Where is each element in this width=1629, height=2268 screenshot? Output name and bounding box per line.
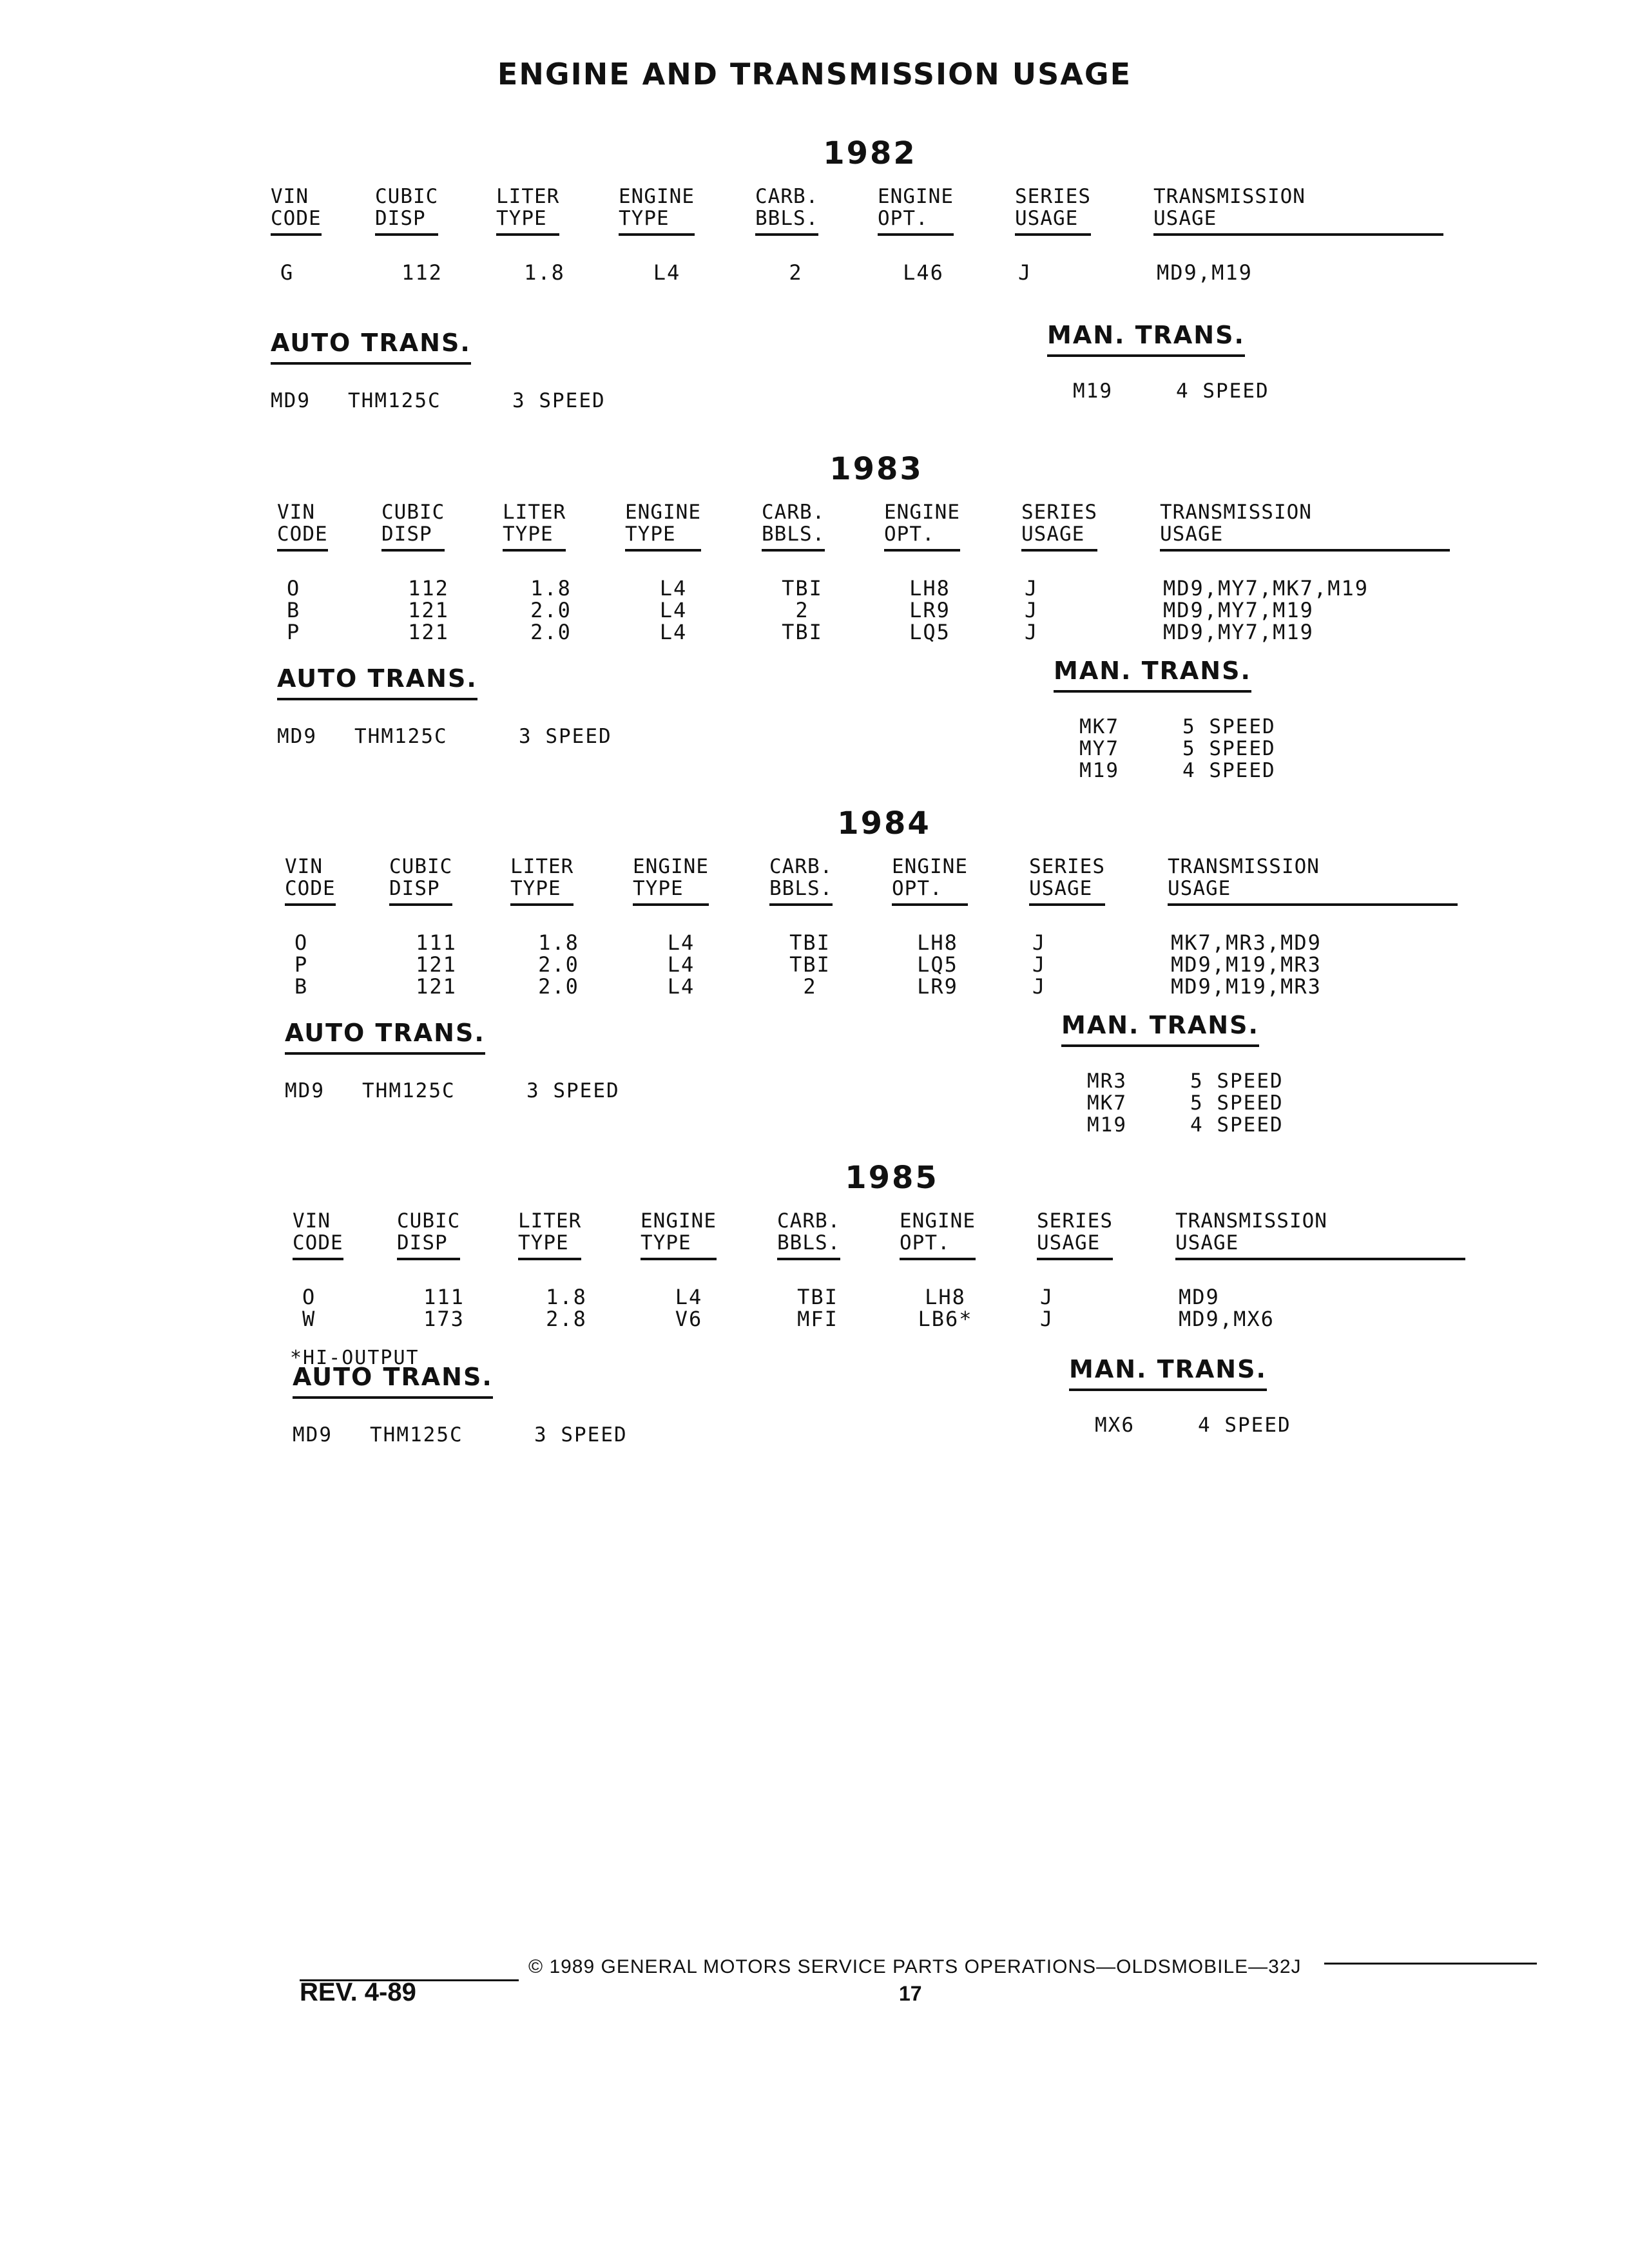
header-cubic-disp	[397, 1210, 460, 1260]
header-line: TRANSMISSION	[1175, 1209, 1327, 1233]
header-line: CUBIC	[375, 185, 439, 208]
header-series-usage	[1029, 856, 1105, 906]
header-line: CARB.	[755, 185, 819, 208]
man-trans-heading: MAN. TRANS.	[1069, 1355, 1267, 1391]
engine-type-cell: V6	[675, 1307, 703, 1331]
cubic-disp-column	[409, 1286, 479, 1330]
auto-trans-code: MD9	[293, 1423, 333, 1447]
man-trans-code: MY7	[1079, 736, 1119, 760]
cubic-disp-cell: 173	[423, 1307, 465, 1331]
engine-opt-cell: LR9	[917, 974, 958, 999]
man-trans-code: M19	[1087, 1113, 1127, 1137]
carb-bbls-cell: MFI	[797, 1307, 838, 1331]
header-cubic-disp	[389, 856, 452, 906]
header-liter-type	[518, 1210, 581, 1260]
engine-opt-column	[888, 262, 959, 284]
vin-code-cell: O	[287, 576, 301, 601]
header-line: OPT.	[878, 207, 929, 230]
header-line: ENGINE	[884, 501, 960, 524]
engine-type-column	[652, 932, 710, 997]
header-line: BBLS.	[755, 207, 819, 230]
series-usage-cell: J	[1025, 598, 1039, 622]
man-trans-speed: 4 SPEED	[1176, 380, 1269, 403]
series-usage-cell: J	[1032, 930, 1046, 955]
series-usage-cell: J	[1040, 1285, 1054, 1309]
engine-type-column	[660, 1286, 718, 1330]
vin-code-cell: B	[294, 974, 309, 999]
vin-code-column	[302, 1286, 341, 1330]
header-carb-bbls	[777, 1210, 840, 1260]
engine-type-cell: L4	[659, 598, 688, 622]
auto-trans-model: THM125C	[362, 1079, 456, 1102]
header-line: USAGE	[1037, 1231, 1101, 1254]
header-line: CUBIC	[381, 501, 445, 524]
transmission-usage-cell: MD9,MY7,MK7,M19	[1163, 576, 1369, 601]
engine-type-cell: L4	[653, 260, 681, 285]
engine-opt-cell: LR9	[909, 598, 950, 622]
auto-trans-model: THM125C	[348, 389, 441, 412]
engine-type-cell: L4	[667, 930, 695, 955]
carb-bbls-cell: 2	[795, 598, 809, 622]
header-line: CUBIC	[389, 855, 453, 878]
engine-opt-cell: LB6*	[918, 1307, 973, 1331]
year-heading: 1984	[837, 805, 931, 841]
series-usage-cell: J	[1032, 974, 1046, 999]
transmission-usage-cell: MK7,MR3,MD9	[1171, 930, 1322, 955]
cubic-disp-cell: 121	[416, 952, 457, 977]
header-vin-code	[277, 501, 328, 552]
header-line: USAGE	[1021, 523, 1085, 546]
cubic-disp-cell: 111	[423, 1285, 465, 1309]
liter-type-column	[523, 932, 594, 997]
revision-label: REV. 4-89	[300, 1978, 416, 2006]
header-line: ENGINE	[878, 185, 954, 208]
header-line: CODE	[277, 523, 328, 546]
engine-opt-cell: LH8	[917, 930, 958, 955]
header-carb-bbls	[769, 856, 833, 906]
man-trans-row	[1079, 738, 1337, 760]
liter-type-cell: 2.0	[538, 974, 579, 999]
header-line: OPT.	[900, 1231, 950, 1254]
header-vin-code	[271, 186, 322, 236]
transmission-usage-cell: MD9	[1179, 1285, 1220, 1309]
header-line: ENGINE	[619, 185, 695, 208]
auto-trans-speed: 3 SPEED	[534, 1423, 628, 1447]
header-line: ENGINE	[633, 855, 709, 878]
auto-trans-speed: 3 SPEED	[519, 724, 612, 748]
carb-bbls-column	[782, 1286, 853, 1330]
liter-type-cell: 1.8	[546, 1285, 587, 1309]
liter-type-column	[516, 577, 586, 643]
header-liter-type	[510, 856, 574, 906]
man-trans-code: MK7	[1087, 1091, 1127, 1115]
cubic-disp-column	[401, 932, 472, 997]
transmission-usage-cell: MD9,MX6	[1179, 1307, 1275, 1331]
man-trans-row	[1087, 1114, 1345, 1136]
series-usage-cell: J	[1025, 576, 1039, 601]
cubic-disp-cell: 111	[416, 930, 457, 955]
man-trans-row	[1087, 1070, 1345, 1092]
header-line: TRANSMISSION	[1168, 855, 1320, 878]
header-line: SERIES	[1037, 1209, 1113, 1233]
header-series-usage	[1015, 186, 1091, 236]
header-engine-opt	[884, 501, 960, 552]
header-transmission-usage	[1168, 856, 1458, 906]
transmission-usage-column	[1163, 577, 1447, 643]
cubic-disp-column	[387, 262, 458, 284]
engine-type-cell: L4	[675, 1285, 703, 1309]
man-trans-row	[1073, 380, 1331, 402]
header-line: SERIES	[1029, 855, 1105, 878]
header-line: TRANSMISSION	[1160, 501, 1312, 524]
man-trans-heading: MAN. TRANS.	[1047, 321, 1245, 357]
header-line: LITER	[503, 501, 566, 524]
header-liter-type	[503, 501, 566, 552]
auto-trans-speed: 3 SPEED	[526, 1079, 620, 1102]
header-line: VIN	[293, 1209, 331, 1233]
engine-opt-cell: LH8	[909, 576, 950, 601]
auto-trans-model: THM125C	[354, 724, 448, 748]
transmission-usage-cell: MD9,M19,MR3	[1171, 952, 1322, 977]
man-trans-list	[1073, 380, 1331, 402]
vin-code-column	[294, 932, 333, 997]
man-trans-list	[1079, 716, 1337, 782]
header-line: DISP	[381, 523, 432, 546]
man-trans-speed: 5 SPEED	[1182, 736, 1276, 760]
liter-type-cell: 2.0	[538, 952, 579, 977]
year-section-1982	[0, 135, 1629, 470]
header-line: TYPE	[619, 207, 670, 230]
transmission-usage-cell: MD9,MY7,M19	[1163, 598, 1314, 622]
cubic-disp-cell: 121	[408, 598, 449, 622]
liter-type-cell: 1.8	[524, 260, 565, 285]
header-line: BBLS.	[769, 877, 833, 900]
liter-type-cell: 1.8	[530, 576, 572, 601]
liter-type-column	[509, 262, 580, 284]
engine-opt-cell: L46	[903, 260, 944, 285]
man-trans-code: MK7	[1079, 715, 1119, 738]
header-carb-bbls	[762, 501, 825, 552]
header-line: BBLS.	[777, 1231, 841, 1254]
header-line: DISP	[389, 877, 440, 900]
header-line: SERIES	[1015, 185, 1091, 208]
copyright-text: © 1989 GENERAL MOTORS SERVICE PARTS OPERATIONS—OLDSMOBILE—32J	[528, 1956, 1302, 1977]
man-trans-speed: 5 SPEED	[1190, 1069, 1284, 1093]
header-engine-type	[625, 501, 701, 552]
auto-trans-code: MD9	[271, 389, 311, 412]
transmission-usage-cell: MD9,M19,MR3	[1171, 974, 1322, 999]
carb-bbls-column	[767, 577, 838, 643]
carb-bbls-column	[775, 932, 845, 997]
engine-type-cell: L4	[667, 974, 695, 999]
header-line: USAGE	[1015, 207, 1079, 230]
man-trans-row	[1079, 760, 1337, 782]
carb-bbls-cell: TBI	[782, 576, 823, 601]
header-line: OPT.	[884, 523, 935, 546]
year-heading: 1982	[823, 135, 917, 171]
man-trans-speed: 4 SPEED	[1198, 1414, 1291, 1437]
engine-opt-column	[902, 932, 973, 997]
vin-code-column	[280, 262, 319, 284]
man-trans-code: MX6	[1095, 1414, 1135, 1437]
engine-type-column	[638, 262, 696, 284]
engine-type-cell: L4	[659, 576, 688, 601]
header-line: VIN	[271, 185, 309, 208]
cubic-disp-cell: 121	[408, 620, 449, 644]
carb-bbls-cell: TBI	[789, 952, 831, 977]
header-line: ENGINE	[641, 1209, 717, 1233]
header-line: USAGE	[1029, 877, 1093, 900]
header-line: CARB.	[777, 1209, 841, 1233]
cubic-disp-cell: 112	[408, 576, 449, 601]
footer-rule-right	[1324, 1963, 1537, 1965]
liter-type-cell: 2.0	[530, 598, 572, 622]
engine-type-cell: L4	[659, 620, 688, 644]
header-engine-type	[633, 856, 709, 906]
engine-opt-column	[910, 1286, 981, 1330]
vin-code-cell: P	[294, 952, 309, 977]
header-line: CUBIC	[397, 1209, 461, 1233]
header-engine-opt	[892, 856, 968, 906]
series-usage-column	[1040, 1286, 1079, 1330]
vin-code-cell: B	[287, 598, 301, 622]
man-trans-row	[1079, 716, 1337, 738]
series-usage-column	[1032, 932, 1071, 997]
header-line: TYPE	[625, 523, 676, 546]
header-line: CARB.	[762, 501, 825, 524]
header-line: VIN	[277, 501, 315, 524]
man-trans-heading: MAN. TRANS.	[1054, 657, 1251, 693]
carb-bbls-cell: 2	[789, 260, 803, 285]
header-engine-opt	[900, 1210, 976, 1260]
series-usage-cell: J	[1040, 1307, 1054, 1331]
header-line: TYPE	[510, 877, 561, 900]
cubic-disp-cell: 112	[401, 260, 443, 285]
header-line: VIN	[285, 855, 323, 878]
header-line: CODE	[293, 1231, 343, 1254]
series-usage-cell: J	[1018, 260, 1032, 285]
auto-trans-heading: AUTO TRANS.	[277, 664, 477, 700]
header-engine-opt	[878, 186, 954, 236]
header-vin-code	[285, 856, 336, 906]
man-trans-row	[1095, 1414, 1353, 1436]
auto-trans-heading: AUTO TRANS.	[271, 329, 471, 365]
series-usage-column	[1018, 262, 1057, 284]
header-line: TYPE	[518, 1231, 569, 1254]
header-carb-bbls	[755, 186, 818, 236]
vin-code-cell: O	[302, 1285, 316, 1309]
page-title: ENGINE AND TRANSMISSION USAGE	[497, 57, 1132, 91]
liter-type-column	[531, 1286, 602, 1330]
year-section-1983	[0, 451, 1629, 786]
man-trans-speed: 4 SPEED	[1190, 1113, 1284, 1137]
header-transmission-usage	[1153, 186, 1443, 236]
transmission-usage-column	[1157, 262, 1440, 284]
header-line: SERIES	[1021, 501, 1097, 524]
transmission-usage-column	[1179, 1286, 1462, 1330]
liter-type-cell: 2.8	[546, 1307, 587, 1331]
vin-code-cell: G	[280, 260, 294, 285]
header-transmission-usage	[1160, 501, 1450, 552]
header-cubic-disp	[381, 501, 445, 552]
man-trans-code: M19	[1073, 380, 1113, 403]
transmission-usage-cell: MD9,M19	[1157, 260, 1253, 285]
man-trans-list	[1087, 1070, 1345, 1136]
header-line: TYPE	[633, 877, 684, 900]
header-line: DISP	[375, 207, 426, 230]
engine-opt-cell: LQ5	[909, 620, 950, 644]
carb-bbls-cell: TBI	[797, 1285, 838, 1309]
carb-bbls-column	[760, 262, 831, 284]
auto-trans-heading: AUTO TRANS.	[293, 1363, 493, 1399]
header-line: BBLS.	[762, 523, 825, 546]
series-usage-cell: J	[1025, 620, 1039, 644]
auto-trans-model: THM125C	[370, 1423, 463, 1447]
man-trans-code: MR3	[1087, 1069, 1127, 1093]
engine-type-column	[644, 577, 702, 643]
series-usage-column	[1025, 577, 1063, 643]
page-number: 17	[899, 1982, 922, 2005]
vin-code-cell: O	[294, 930, 309, 955]
cubic-disp-cell: 121	[416, 974, 457, 999]
year-section-1984	[0, 805, 1629, 1140]
header-series-usage	[1037, 1210, 1113, 1260]
liter-type-cell: 2.0	[530, 620, 572, 644]
carb-bbls-cell: 2	[803, 974, 817, 999]
engine-opt-cell: LH8	[925, 1285, 966, 1309]
man-trans-heading: MAN. TRANS.	[1061, 1011, 1259, 1047]
header-line: TYPE	[641, 1231, 691, 1254]
auto-trans-code: MD9	[285, 1079, 325, 1102]
header-line: CODE	[271, 207, 322, 230]
man-trans-speed: 4 SPEED	[1182, 758, 1276, 782]
header-line: CODE	[285, 877, 336, 900]
transmission-usage-cell: MD9,MY7,M19	[1163, 620, 1314, 644]
header-line: CARB.	[769, 855, 833, 878]
header-line: USAGE	[1168, 877, 1231, 900]
man-trans-row	[1087, 1092, 1345, 1114]
header-engine-type	[619, 186, 695, 236]
header-line: TYPE	[503, 523, 554, 546]
vin-code-cell: W	[302, 1307, 316, 1331]
engine-opt-column	[894, 577, 965, 643]
engine-type-cell: L4	[667, 952, 695, 977]
man-trans-code: M19	[1079, 758, 1119, 782]
header-line: LITER	[496, 185, 560, 208]
header-transmission-usage	[1175, 1210, 1465, 1260]
liter-type-cell: 1.8	[538, 930, 579, 955]
man-trans-list	[1095, 1414, 1353, 1436]
auto-trans-speed: 3 SPEED	[512, 389, 606, 412]
header-line: LITER	[510, 855, 574, 878]
header-line: LITER	[518, 1209, 582, 1233]
auto-trans-code: MD9	[277, 724, 317, 748]
cubic-disp-column	[393, 577, 464, 643]
header-vin-code	[293, 1210, 343, 1260]
header-line: ENGINE	[900, 1209, 976, 1233]
header-line: DISP	[397, 1231, 448, 1254]
header-line: USAGE	[1160, 523, 1224, 546]
year-heading: 1985	[845, 1160, 939, 1196]
header-line: TYPE	[496, 207, 547, 230]
series-usage-cell: J	[1032, 952, 1046, 977]
carb-bbls-cell: TBI	[782, 620, 823, 644]
hi-output-footnote: *HI-OUTPUT	[290, 1347, 419, 1369]
header-line: USAGE	[1153, 207, 1217, 230]
carb-bbls-cell: TBI	[789, 930, 831, 955]
transmission-usage-column	[1171, 932, 1454, 997]
header-line: TRANSMISSION	[1153, 185, 1306, 208]
header-cubic-disp	[375, 186, 438, 236]
header-line: OPT.	[892, 877, 943, 900]
man-trans-speed: 5 SPEED	[1190, 1091, 1284, 1115]
vin-code-cell: P	[287, 620, 301, 644]
auto-trans-heading: AUTO TRANS.	[285, 1019, 485, 1055]
year-heading: 1983	[829, 451, 923, 487]
vin-code-column	[287, 577, 325, 643]
header-line: USAGE	[1175, 1231, 1239, 1254]
header-engine-type	[641, 1210, 717, 1260]
man-trans-speed: 5 SPEED	[1182, 715, 1276, 738]
header-line: ENGINE	[625, 501, 701, 524]
year-section-1985	[0, 1160, 1629, 1495]
engine-opt-cell: LQ5	[917, 952, 958, 977]
header-liter-type	[496, 186, 559, 236]
header-series-usage	[1021, 501, 1097, 552]
header-line: ENGINE	[892, 855, 968, 878]
